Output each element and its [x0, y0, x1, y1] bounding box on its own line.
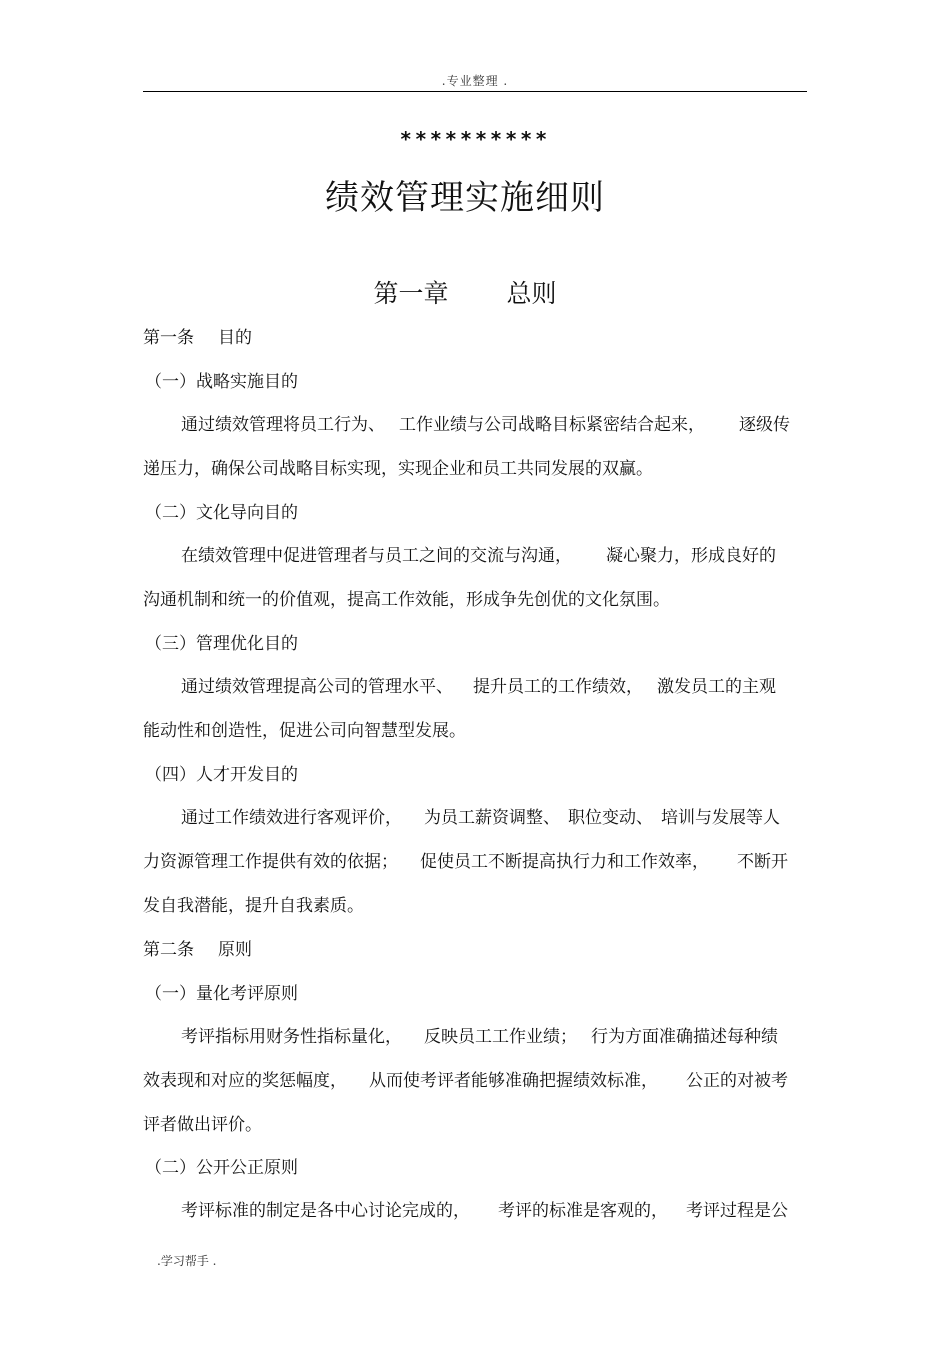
- paragraph-line: 沟通机制和统一的价值观，提高工作效能，形成争先创优的文化氛围。: [143, 590, 670, 610]
- paragraph-line: 评者做出评价。: [143, 1115, 262, 1135]
- paragraph-line: 效表现和对应的奖惩幅度， 从而使考评者能够准确把握绩效标准， 公正的对被考: [143, 1071, 788, 1091]
- article-name: 目的: [218, 328, 252, 348]
- chapter-number: 第一章: [373, 279, 449, 308]
- article-name: 原则: [218, 940, 252, 960]
- paragraph-line: 在绩效管理中促进管理者与员工之间的交流与沟通， 凝心聚力，形成良好的: [181, 546, 776, 566]
- section-heading: （二）公开公正原则: [145, 1158, 298, 1178]
- paragraph-line: 考评标准的制定是各中心讨论完成的， 考评的标准是客观的， 考评过程是公: [181, 1201, 788, 1221]
- paragraph-line: 力资源管理工作提供有效的依据； 促使员工不断提高执行力和工作效率， 不断开: [143, 852, 788, 872]
- paragraph-line: 通过绩效管理将员工行为、 工作业绩与公司战略目标紧密结合起来， 逐级传: [181, 415, 790, 435]
- article-number: 第一条: [143, 328, 194, 348]
- paragraph-line: 通过绩效管理提高公司的管理水平、 提升员工的工作绩效， 激发员工的主观: [181, 677, 776, 697]
- paragraph-line: 通过工作绩效进行客观评价， 为员工薪资调整、 职位变动、 培训与发展等人: [181, 808, 780, 828]
- article-number: 第二条: [143, 940, 194, 960]
- paragraph-line: 递压力，确保公司战略目标实现，实现企业和员工共同发展的双赢。: [143, 459, 653, 479]
- chapter-name: 总则: [506, 279, 557, 308]
- section-heading: （一）战略实施目的: [145, 372, 298, 392]
- paragraph-line: 能动性和创造性，促进公司向智慧型发展。: [143, 721, 466, 741]
- article-heading: [143, 938, 252, 962]
- paragraph-line: 考评指标用财务性指标量化， 反映员工工作业绩； 行为方面准确描述每种绩: [181, 1027, 778, 1047]
- section-heading: （三）管理优化目的: [145, 634, 298, 654]
- header-divider: [143, 91, 807, 92]
- header-text: .专业整理 .: [441, 74, 509, 88]
- section-heading: （一）量化考评原则: [145, 984, 298, 1004]
- document-title: 绩效管理实施细则: [325, 178, 605, 218]
- section-heading: （二）文化导向目的: [145, 503, 298, 523]
- chapter-heading: [0, 274, 930, 310]
- article-heading: [143, 326, 252, 350]
- section-heading: （四）人才开发目的: [145, 765, 298, 785]
- company-name-placeholder: **********: [399, 127, 551, 151]
- paragraph-line: 发自我潜能，提升自我素质。: [143, 896, 364, 916]
- footer-text: .学习帮手 .: [157, 1254, 217, 1268]
